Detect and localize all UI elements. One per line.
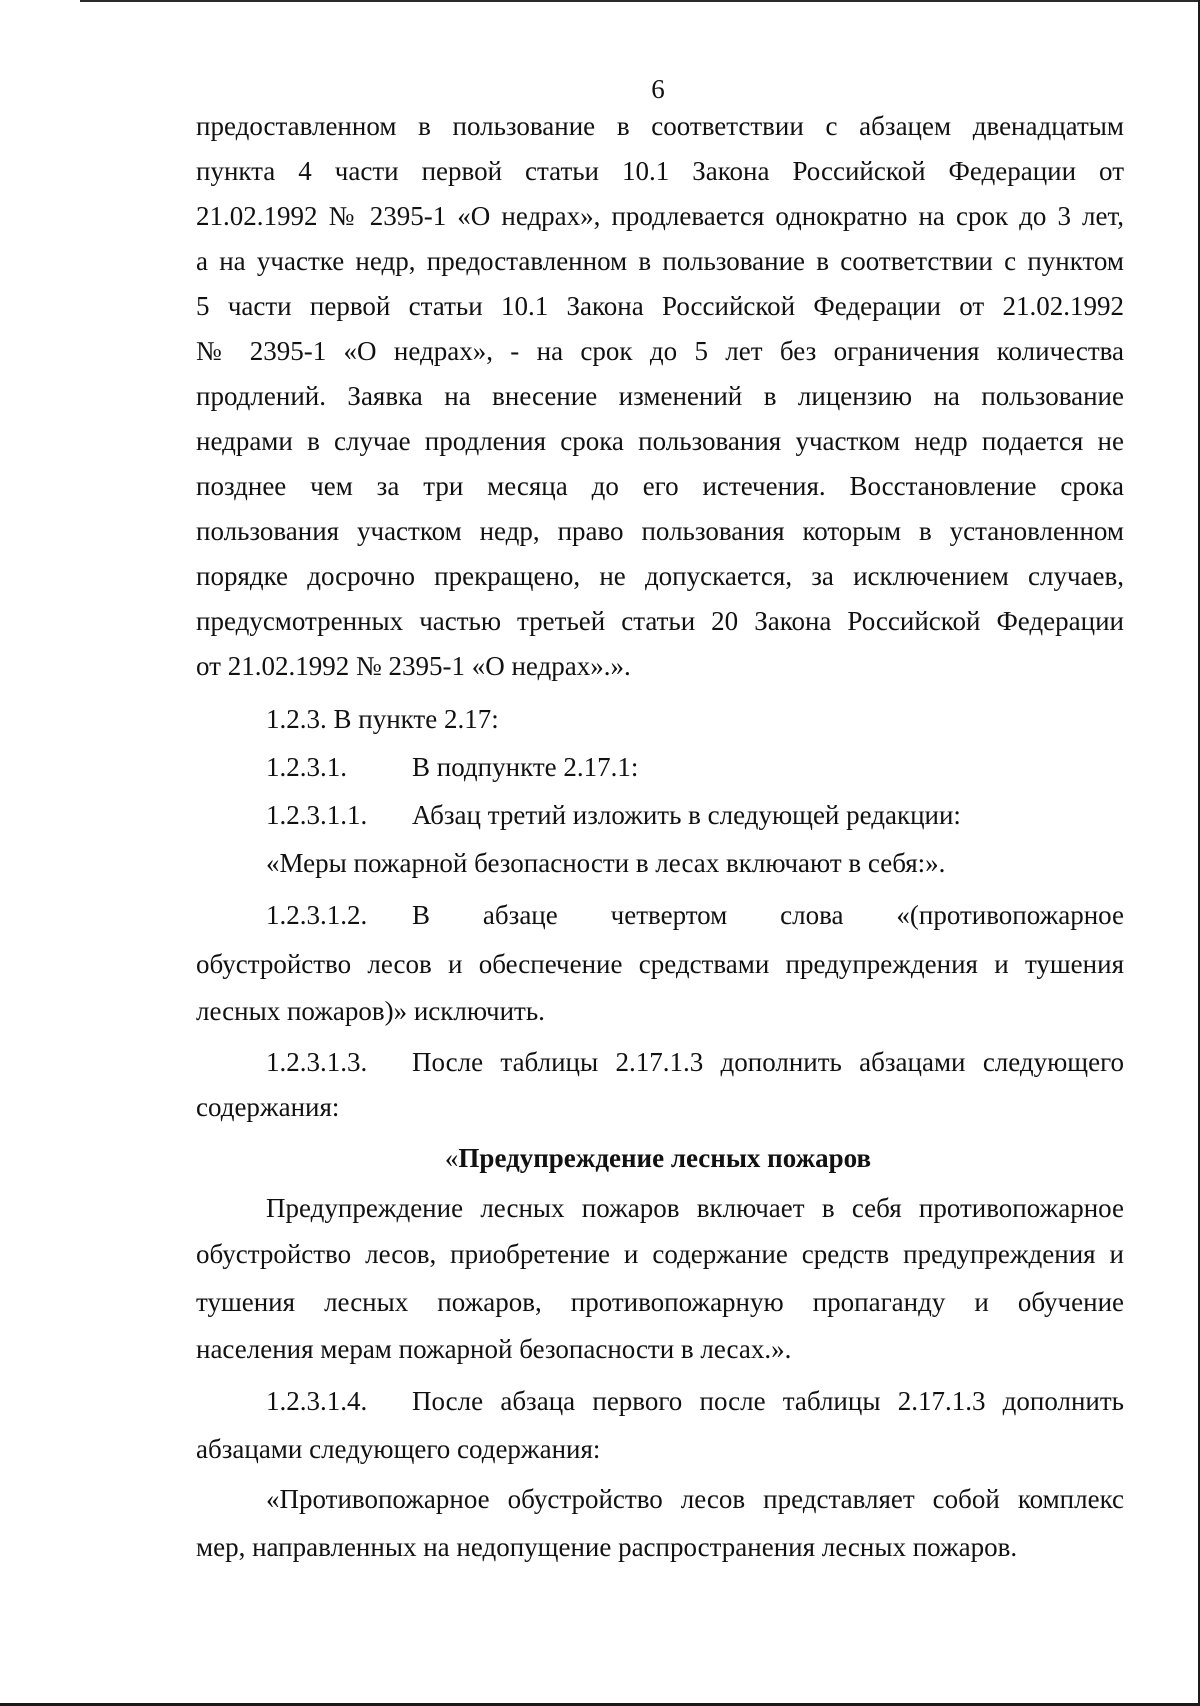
text-line: предоставленном в пользование в соответствии с абзацем двенадцатым bbox=[196, 111, 1124, 141]
clause-number: 1.2.3.1. bbox=[266, 752, 347, 782]
text-line: недрами в случае продления срока пользования участком недр подается не bbox=[196, 426, 1124, 456]
clause-text: После абзаца первого после таблицы 2.17.1.3 дополнить bbox=[412, 1386, 1124, 1416]
clause-1-2-3: 1.2.3. В пункте 2.17: bbox=[266, 704, 499, 734]
text-line: абзацами следующего содержания: bbox=[196, 1434, 601, 1464]
text-line: № 2395-1 «О недрах», - на срок до 5 лет без ограничения количества bbox=[196, 336, 1124, 366]
clause-1-2-3-1-3 bbox=[0, 1045, 1200, 1079]
text-line: содержания: bbox=[196, 1092, 340, 1122]
clause-text: В подпункте 2.17.1: bbox=[412, 752, 639, 782]
section-heading bbox=[0, 1141, 1200, 1175]
text-line: «Противопожарное обустройство лесов представляет собой комплекс bbox=[266, 1484, 1124, 1514]
clause-1-2-3-1-1 bbox=[0, 798, 1200, 832]
text-line: пользования участком недр, право пользования которым в установленном bbox=[196, 516, 1124, 546]
text-line: населения мерам пожарной безопасности в лесах.». bbox=[196, 1334, 792, 1364]
clause-text: После таблицы 2.17.1.3 дополнить абзацами следующего bbox=[412, 1047, 1124, 1077]
clause-1-2-3-1-4 bbox=[0, 1384, 1200, 1418]
text-line: тушения лесных пожаров, противопожарную пропаганду и обучение bbox=[196, 1287, 1124, 1317]
clause-number: 1.2.3.1.3. bbox=[266, 1047, 368, 1077]
text-line: позднее чем за три месяца до его истечения. Восстановление срока bbox=[196, 471, 1124, 501]
heading-quote-mark: « bbox=[444, 1143, 459, 1173]
text-line: мер, направленных на недопущение распространения лесных пожаров. bbox=[196, 1532, 1018, 1562]
clause-text: Абзац третий изложить в следующей редакции: bbox=[412, 800, 961, 830]
clause-number: 1.2.3.1.4. bbox=[266, 1386, 368, 1416]
page-number: 6 bbox=[651, 74, 665, 104]
clause-number: 1.2.3.1.2. bbox=[266, 900, 368, 930]
text-line: порядке досрочно прекращено, не допускается, за исключением случаев, bbox=[196, 561, 1124, 591]
text-line: а на участке недр, предоставленном в пользование в соответствии с пунктом bbox=[196, 246, 1124, 276]
clause-number: 1.2.3.1.1. bbox=[266, 800, 368, 830]
scan-edge-top bbox=[80, 0, 1200, 2]
text-line: Предупреждение лесных пожаров включает в себя противопожарное bbox=[266, 1193, 1124, 1223]
text-line: предусмотренных частью третьей статьи 20 Закона Российской Федерации bbox=[196, 606, 1124, 636]
heading-text: Предупреждение лесных пожаров bbox=[458, 1143, 872, 1173]
text-line: 5 части первой статьи 10.1 Закона Российской Федерации от 21.02.1992 bbox=[196, 291, 1124, 321]
clause-1-2-3-1-2 bbox=[0, 898, 1200, 932]
text-line: обустройство лесов, приобретение и содержание средств предупреждения и bbox=[196, 1239, 1124, 1269]
text-line: лесных пожаров)» исключить. bbox=[196, 996, 545, 1026]
clause-1-2-3-1 bbox=[0, 750, 1200, 784]
clause-text: В абзаце четвертом слова «(противопожарное bbox=[412, 900, 1124, 930]
quoted-text: «Меры пожарной безопасности в лесах включают в себя:». bbox=[266, 848, 946, 878]
text-line: 21.02.1992 № 2395-1 «О недрах», продлевается однократно на срок до 3 лет, bbox=[196, 201, 1124, 231]
text-line: продлений. Заявка на внесение изменений в лицензию на пользование bbox=[196, 381, 1124, 411]
text-line: пункта 4 части первой статьи 10.1 Закона Российской Федерации от bbox=[196, 156, 1124, 186]
text-line: от 21.02.1992 № 2395-1 «О недрах».». bbox=[196, 651, 631, 681]
text-line: обустройство лесов и обеспечение средствами предупреждения и тушения bbox=[196, 949, 1124, 979]
